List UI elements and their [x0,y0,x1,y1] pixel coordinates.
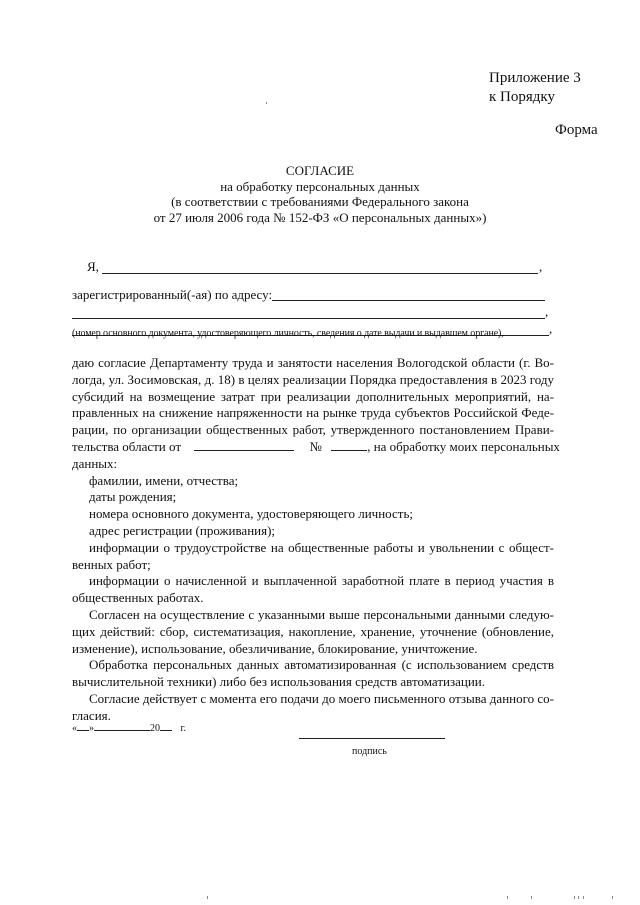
address-field-line1[interactable] [272,300,545,301]
document-comma: , [549,321,553,336]
signature-label: подпись [352,746,387,757]
year-prefix: 20 [150,723,160,734]
date-open-quote: « [72,723,77,734]
resolution-line [72,438,560,456]
data-item: информации о начисленной и выплаченной заработной плате в период участия в [89,573,554,589]
title-law-line1: (в соответствии с требованиями Федерального закона [171,194,469,209]
data-item: информации о трудоустройстве на общественные работы и увольнении с общест- [89,539,554,555]
data-item: номера основного документа, удостоверяющего личность; [89,506,413,522]
title-subject: на обработку персональных данных [220,178,420,194]
scan-speck [507,896,508,899]
year-suffix: г. [180,723,186,734]
body-line: рации, по организации общественных работ, утвержденного постановлением Прави- [72,422,554,438]
body-text: , на обработку моих персональных [367,438,560,454]
number-sign: № [309,438,322,454]
body-line: данных: [72,455,118,471]
data-item: общественных работах. [72,590,204,606]
address-comma: , [545,304,549,319]
title-law-line2: от 27 июля 2006 года № 152-ФЗ «О персональных данных») [153,209,487,225]
scan-speck [574,896,575,899]
date-field [72,722,186,734]
body-line: гласия. [72,707,111,723]
month-field[interactable] [94,722,150,731]
day-field[interactable] [77,722,89,731]
body-line: щих действий: сбор, систематизация, накопление, хранение, уточнение (обновление, [72,623,554,639]
form-label: Форма [555,122,598,138]
resolution-date-field[interactable] [194,439,294,451]
data-item: адрес регистрации (проживания); [89,522,276,538]
appendix-number: Приложение 3 [489,70,581,86]
scan-speck [583,896,584,899]
body-line: логда, ул. Зосимовская, д. 18) в целях реализации Порядка предоставления в 2023 году [72,371,554,387]
body-text: тельства области от [72,438,182,454]
scan-speck [531,896,532,899]
body-line: субсидий на возмещение затрат при реализации дополнительных мероприятий, на- [72,388,554,404]
scan-speck [612,896,613,899]
scan-speck [578,896,579,899]
body-line: правленных на снижение напряженности на рынке труда субъектов Российской Феде- [72,405,554,421]
body-line: Обработка персональных данных автоматизированная (с использованием средств [89,657,554,673]
resolution-number-field[interactable] [331,439,367,451]
document-title [0,163,640,225]
registered-address-label: зарегистрированный(-ая) по адресу: [72,287,273,302]
appendix-procedure: к Порядку [489,89,555,105]
signature-field[interactable] [299,738,445,739]
i-label: Я, [87,259,99,274]
consent-body [72,355,560,725]
data-item: венных работ; [72,556,151,572]
body-line: Согласен на осуществление с указанными выше персональными данными следую- [89,606,554,622]
scan-speck [207,896,208,899]
full-name-field[interactable] [102,273,538,274]
scan-speck [266,102,267,104]
body-line: Согласие действует с момента его подачи до моего письменного отзыва данного со- [89,690,554,706]
name-comma: , [539,259,543,274]
data-item: фамилии, имени, отчества; [89,472,239,488]
title-consent: СОГЛАСИЕ [285,163,355,178]
body-line: изменение), использование, обезличивание, блокирование, уничтожение. [72,640,478,656]
date-close-quote: » [89,723,94,734]
body-line: вычислительной техники) либо без использования средств автоматизации. [72,674,485,690]
data-item: даты рождения; [89,489,177,505]
body-line: даю согласие Департаменту труда и занятости населения Вологодской области (г. Во- [72,355,554,370]
appendix-reference [489,69,581,107]
address-field-line2[interactable] [72,318,545,319]
document-note: (номер основного документа, удостоверяющего личность, сведения о дате выдачи и выдавшем органе), [72,328,504,339]
year-field[interactable] [160,722,172,731]
